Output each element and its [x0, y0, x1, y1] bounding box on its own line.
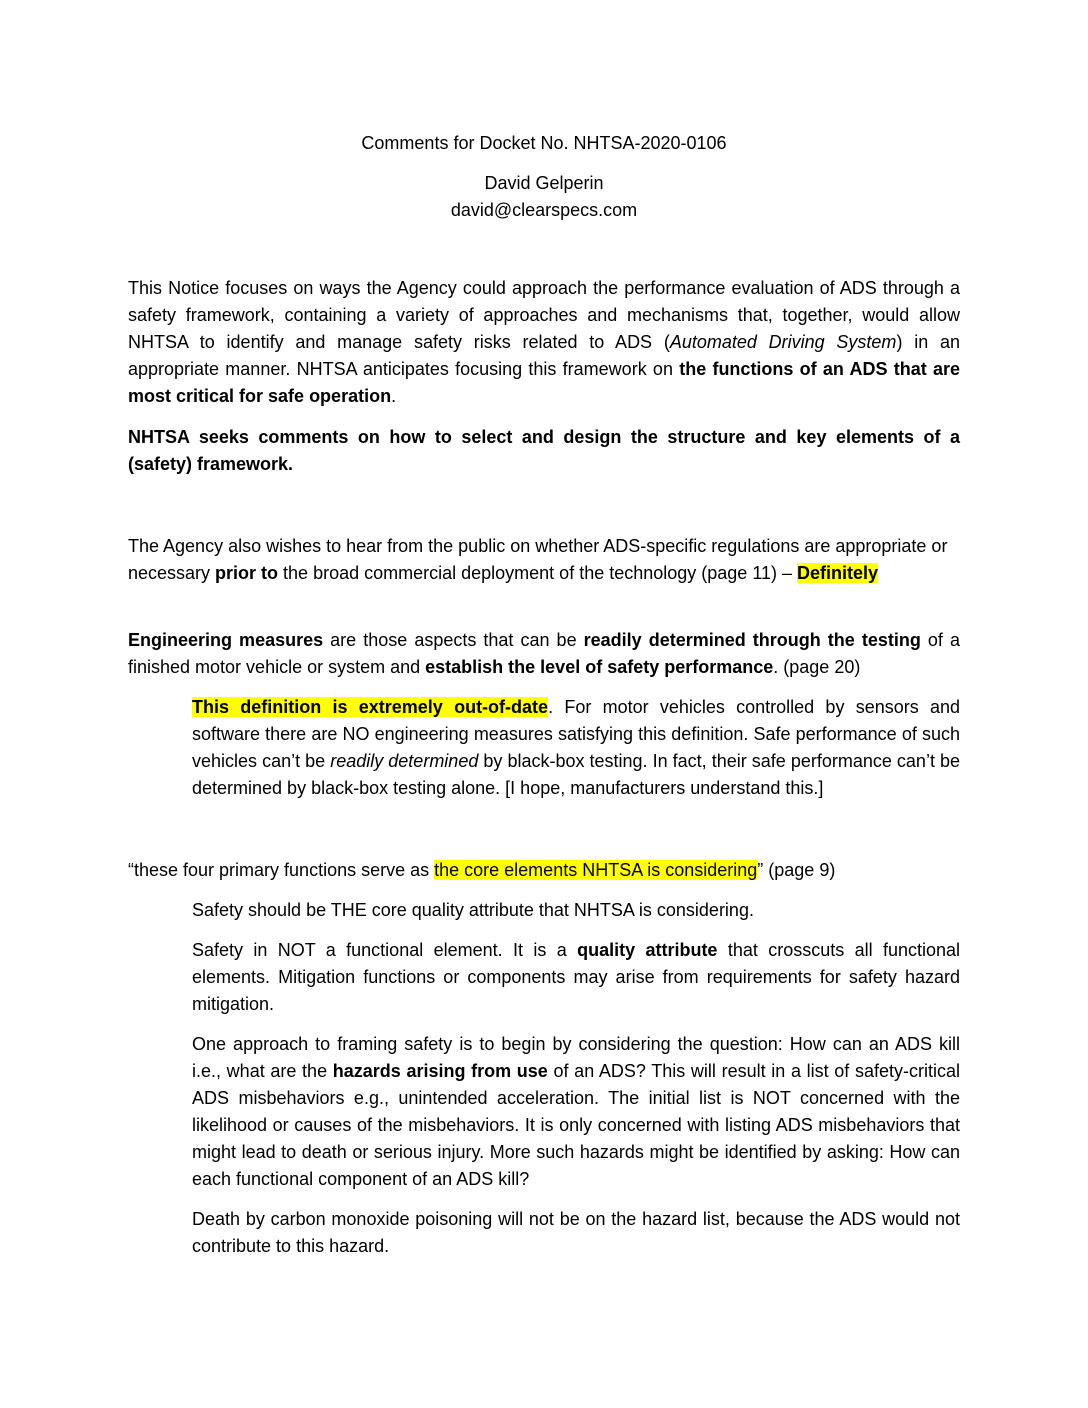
- paragraph-safety-core: Safety should be THE core quality attribute that NHTSA is considering.: [192, 900, 754, 920]
- text-run: by black-box testing. In fact, their safe performance can’t be determined by black-box testing alone. [I hope, manufacturers understand this.]: [192, 751, 961, 798]
- bold-phrase: quality attribute: [577, 940, 718, 960]
- text-run: The Agency also wishes to hear from the public on whether ADS-specific regulations are appropriate or necessary: [128, 536, 948, 583]
- bold-phrase: the functions of an ADS that are most critical for safe operation: [128, 359, 960, 406]
- text-run: that crosscuts all functional elements. Mitigation functions or components may arise from requirements for safety hazard mitigation.: [192, 940, 960, 1014]
- bold-phrase: prior to: [215, 563, 279, 583]
- italic-term: Automated Driving System: [669, 332, 897, 352]
- author-email: david@clearspecs.com: [450, 200, 638, 220]
- text-run: .: [391, 386, 397, 406]
- highlighted-answer: Definitely: [797, 563, 879, 583]
- text-run: of an ADS? This will result in a list of safety-critical ADS misbehaviors e.g., unintended acceleration. The initial list is NOT concerned with the likelihood or causes of the misbehaviors. It is only concerned with listing ADS misbehaviors that might lead to death or serious injury. More such hazards might be identified by asking: How can each functional component of an ADS kill?: [192, 1061, 960, 1189]
- author-block: [128, 170, 960, 224]
- paragraph-framing-safety: [128, 1031, 960, 1193]
- paragraph-notice-focus: [128, 275, 960, 410]
- bold-phrase: establish the level of safety performance: [425, 657, 774, 677]
- paragraph-quality-attribute: [128, 937, 960, 1018]
- bold-phrase: Engineering measures: [128, 630, 324, 650]
- bold-phrase: readily determined through the testing: [583, 630, 921, 650]
- paragraph-carbon-monoxide: Death by carbon monoxide poisoning will not be on the hazard list, because the ADS would not contribute to this hazard.: [192, 1209, 960, 1256]
- text-run: Safety in NOT a functional element. It is a: [192, 940, 578, 960]
- author-name: David Gelperin: [484, 173, 604, 193]
- bold-paragraph: NHTSA seeks comments on how to select and design the structure and key elements of a (safety) framework.: [128, 427, 960, 474]
- text-run: of a finished motor vehicle or system and: [128, 630, 960, 677]
- text-run: the broad commercial deployment of the technology (page 11) –: [278, 563, 798, 583]
- paragraph-seeks-comments: [128, 424, 960, 478]
- highlighted-phrase: This definition is extremely out-of-date: [192, 697, 549, 717]
- document-title: Comments for Docket No. NHTSA-2020-0106: [361, 133, 727, 153]
- text-run: “these four primary functions serve as: [128, 860, 435, 880]
- text-run: . For motor vehicles controlled by sensors and software there are NO engineering measures satisfying this definition. Safe performance of such vehicles can’t be: [192, 697, 961, 771]
- text-run: . (page 20): [773, 657, 861, 677]
- text-run: ) in an appropriate manner. NHTSA anticipates focusing this framework on: [128, 332, 960, 379]
- highlighted-phrase: the core elements NHTSA is considering: [434, 860, 758, 880]
- paragraph-definition-outdated: [128, 694, 960, 802]
- paragraph-core-elements-quote: [128, 857, 960, 884]
- bold-phrase: hazards arising from use: [332, 1061, 548, 1081]
- italic-term: readily determined: [330, 751, 479, 771]
- text-run: This Notice focuses on ways the Agency could approach the performance evaluation of ADS through a safety framework, containing a variety of approaches and mechanisms that, together, would allow NHTSA to identify and manage safety risks related to ADS (: [128, 278, 960, 352]
- text-run: are those aspects that can be: [323, 630, 584, 650]
- text-run: One approach to framing safety is to begin by considering the question: How can an ADS kill i.e., what are the: [192, 1034, 960, 1081]
- paragraph-engineering-measures: [128, 627, 960, 681]
- text-run: ” (page 9): [757, 860, 836, 880]
- paragraph-regulations: [128, 533, 960, 587]
